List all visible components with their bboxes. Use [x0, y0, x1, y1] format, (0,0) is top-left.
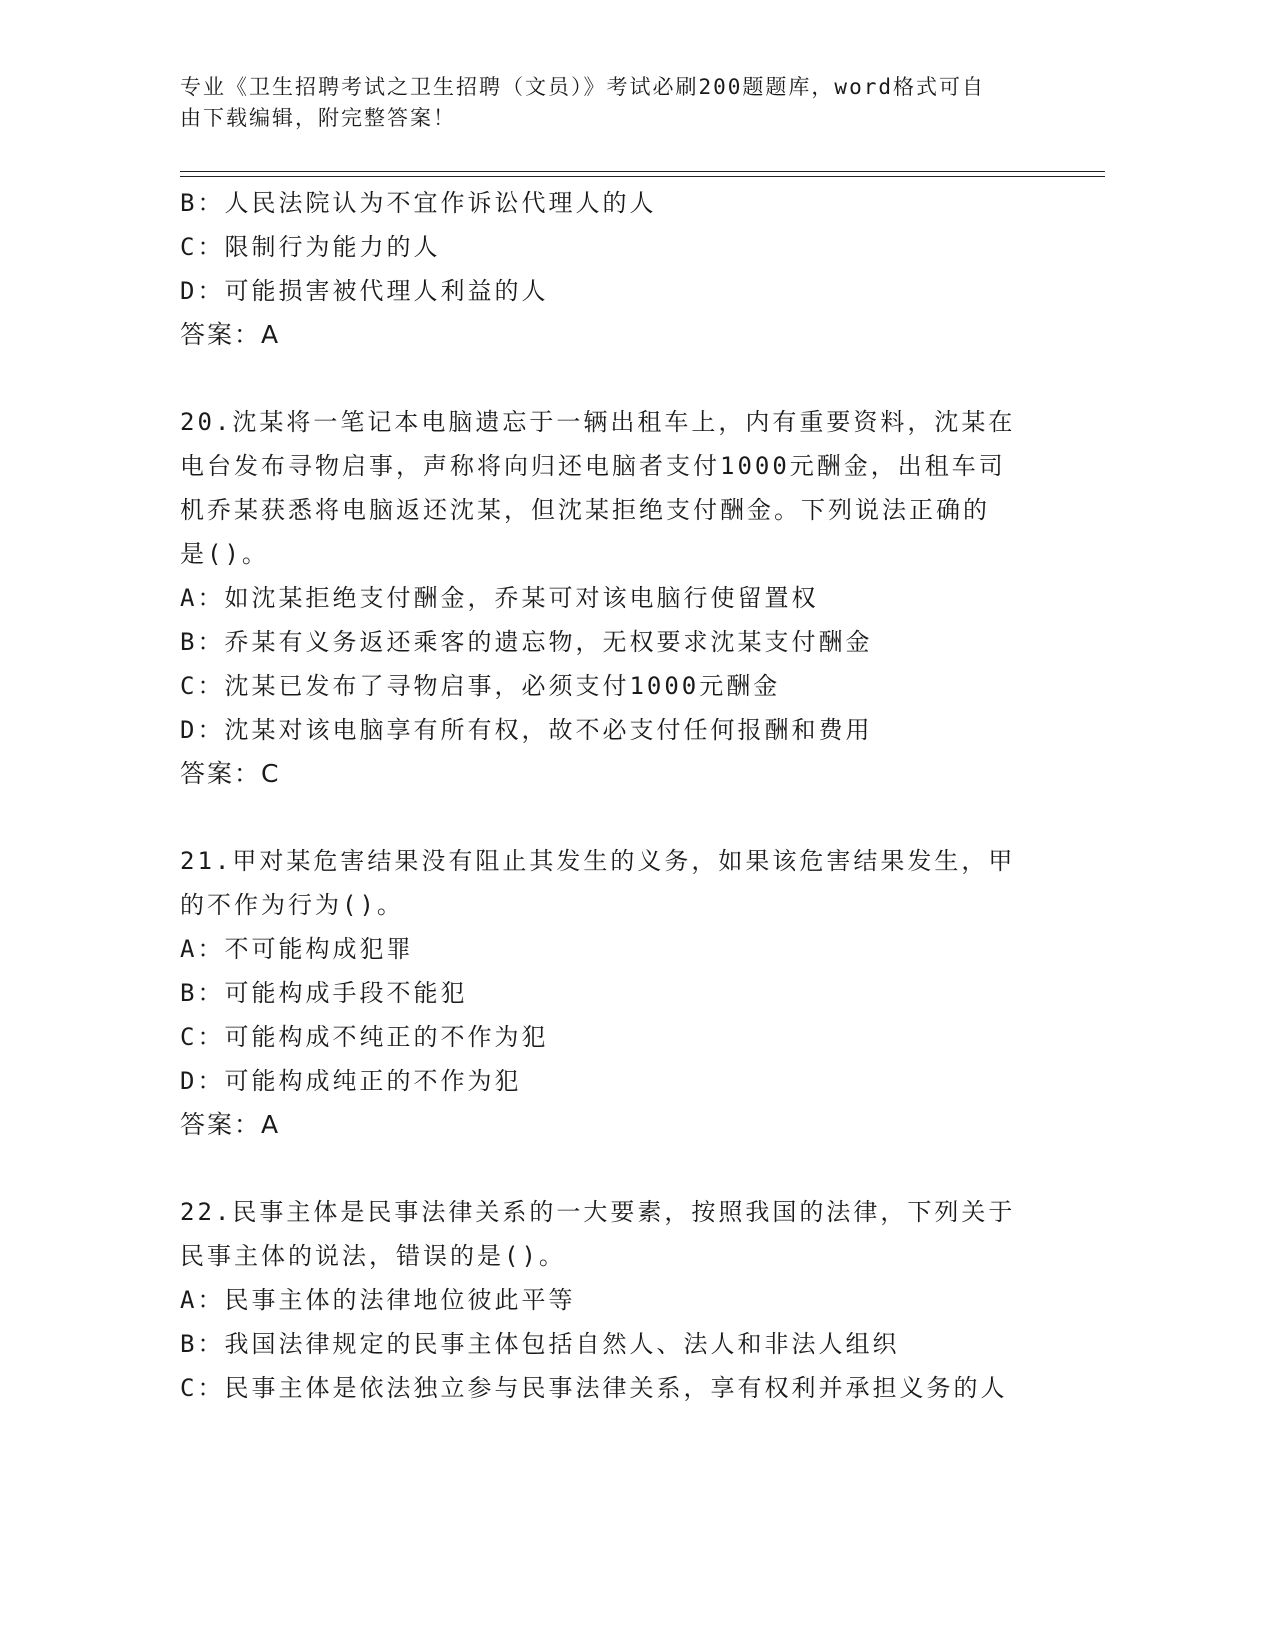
- question-21: [180, 839, 1040, 1147]
- question-text-line: 民事主体的说法，错误的是()。: [180, 1242, 566, 1270]
- answer-line: 答案：C: [180, 759, 281, 788]
- question-text-line: 21.甲对某危害结果没有阻止其发生的义务，如果该危害结果发生，甲: [180, 847, 1016, 875]
- option-a: A：不可能构成犯罪: [180, 935, 414, 963]
- option-c: C：沈某已发布了寻物启事，必须支付1000元酬金: [180, 672, 781, 700]
- option-d: D：可能损害被代理人利益的人: [180, 277, 549, 305]
- option-d: D：沈某对该电脑享有所有权，故不必支付任何报酬和费用: [180, 716, 873, 744]
- option-c: C：可能构成不纯正的不作为犯: [180, 1023, 549, 1051]
- answer-line: 答案：A: [180, 1110, 281, 1139]
- header-line-1: 专业《卫生招聘考试之卫生招聘（文员）》考试必刷200题题库，word格式可自: [180, 75, 985, 99]
- question-text-line: 机乔某获悉将电脑返还沈某，但沈某拒绝支付酬金。下列说法正确的: [180, 496, 990, 524]
- option-a: A：民事主体的法律地位彼此平等: [180, 1286, 576, 1314]
- question-text-line: 是()。: [180, 540, 269, 568]
- option-b: B：我国法律规定的民事主体包括自然人、法人和非法人组织: [180, 1330, 900, 1358]
- question-22: [180, 1190, 1040, 1410]
- option-d: D：可能构成纯正的不作为犯: [180, 1067, 522, 1095]
- question-content: [180, 181, 1040, 1410]
- option-b: B：可能构成手段不能犯: [180, 979, 468, 1007]
- question-text-line: 20.沈某将一笔记本电脑遗忘于一辆出租车上，内有重要资料，沈某在: [180, 408, 1016, 436]
- document-header: [180, 72, 1060, 134]
- header-divider-top: [180, 171, 1105, 172]
- option-b: B：人民法院认为不宜作诉讼代理人的人: [180, 189, 657, 217]
- question-text-line: 电台发布寻物启事，声称将向归还电脑者支付1000元酬金，出租车司: [180, 452, 1006, 480]
- header-divider-bottom: [180, 176, 1105, 177]
- option-c: C：民事主体是依法独立参与民事法律关系，享有权利并承担义务的人: [180, 1374, 1008, 1402]
- option-c: C：限制行为能力的人: [180, 233, 441, 261]
- option-a: A：如沈某拒绝支付酬金，乔某可对该电脑行使留置权: [180, 584, 819, 612]
- answer-line: 答案：A: [180, 320, 281, 349]
- question-text-line: 22.民事主体是民事法律关系的一大要素，按照我国的法律，下列关于: [180, 1198, 1016, 1226]
- question-20: [180, 400, 1040, 796]
- header-line-2: 由下载编辑，附完整答案！: [180, 106, 456, 130]
- question-text-line: 的不作为行为()。: [180, 891, 404, 919]
- question-19-continuation: [180, 181, 1040, 357]
- option-b: B：乔某有义务返还乘客的遗忘物，无权要求沈某支付酬金: [180, 628, 873, 656]
